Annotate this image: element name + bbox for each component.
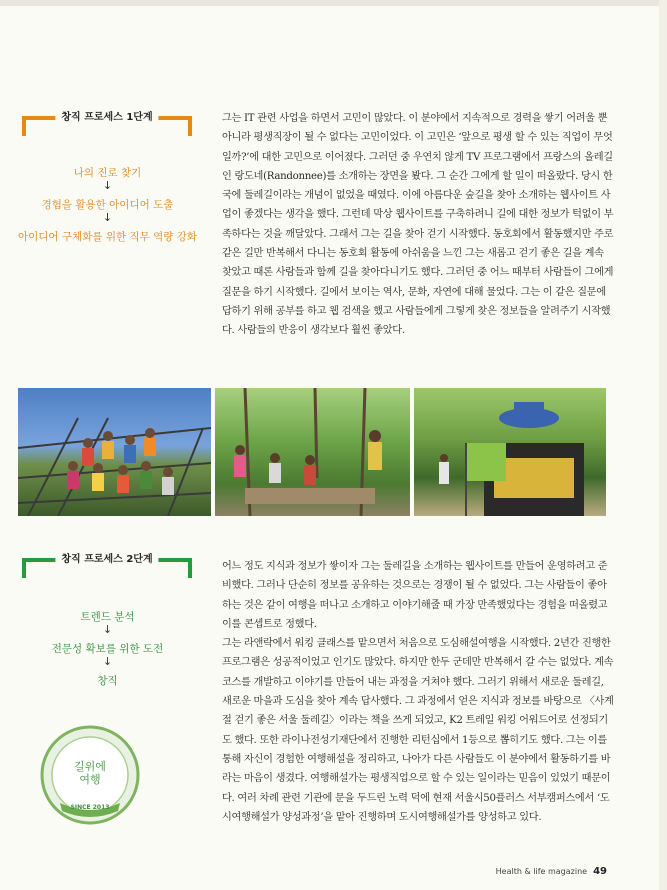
step1-header-tick-right [188, 116, 192, 136]
page-top-edge [0, 0, 667, 6]
page-footer [496, 866, 607, 877]
article-paragraph-1 [222, 109, 614, 341]
paragraph: 그는 라앤락에서 워킹 클래스를 맡으면서 처음으로 도심해설여행을 시작했다. 2년간 진행한 프로그램은 성공적이었고 인기도 많았다. 하지만 한두 군데만 반복해서 갈 수는 없었다. 계속 코스를 개발하고 이야기를 만들어 내는 과정을 거쳐야 했다. 그러기 위해서 새로운 둘레길, 새로운 마을과 도심을 찾아 계속 답사했다. 그 과정에서 얻은 지식과 정보를 바탕으로 〈사계절 걷기 좋은 서울 둘레길〉이라는 책을 쓰게 되었고, K2 트레일 워킹 어워드어로 선정되기도 했다. 또한 라이나전성기재단에서 진행한 리턴십에서 1등으로 뽑히기도 했다. 그는 이를 통해 자신이 경험한 여행해설을 정리하고, 나아가 다른 사람들도 이 분야에서 활동하기를 바라는 마음이 생겼다. 여행해설가는 평생직업으로 할 수 있는 일이라는 믿음이 있었기 때문이다. 여러 차례 관련 기관에 문을 두드린 노력 덕에 현재 서울시50플러스 서부캠퍼스에서 ‘도시여행해설가 양성과정’을 맡아 진행하며 도시여행해설가를 양성하고 있다. [222, 638, 614, 823]
group-photo-stairs [18, 388, 211, 516]
down-arrow-icon: ↓ [102, 655, 113, 668]
step2-header [22, 554, 192, 578]
step1-flow-item: 아이디어 구체화를 위한 직무 역량 강화 [18, 231, 197, 243]
brand-seal-badge [40, 725, 140, 825]
step1-header-tick-left [22, 116, 26, 136]
down-arrow-icon: ↓ [102, 179, 113, 192]
step2-header-tick-right [188, 558, 192, 578]
step1-title: 창직 프로세스 1단계 [55, 108, 158, 123]
forest-group-photo [215, 388, 410, 516]
step1-flow [10, 166, 205, 244]
down-arrow-icon: ↓ [102, 211, 113, 224]
badge-since-text: SINCE 2013 [70, 804, 110, 811]
paragraph: 어느 정도 지식과 정보가 쌓이자 그는 둘레길을 소개하는 웹사이트를 만들어 운영하려고 준비했다. 그러나 단순히 정보를 공유하는 것으로는 경쟁이 될 수 없었다. 그는 사람들이 좋아하는 것은 같이 여행을 떠나고 소개하고 이야기해줄 때 가장 만족했었다는 경험을 떠올렸고 이를 콘셉트로 정했다. [222, 561, 608, 630]
photo-strip [18, 388, 606, 516]
step2-header-tick-left [22, 558, 26, 578]
page-number: 49 [593, 866, 607, 877]
step1-header [22, 112, 192, 136]
step2-flow-item: 전문성 확보를 위한 도전 [51, 643, 164, 655]
down-arrow-icon: ↓ [102, 623, 113, 636]
guide-with-flag-photo [414, 388, 606, 516]
step1-flow-item: 나의 진로 찾기 [73, 167, 142, 179]
step2-flow-item: 트렌드 분석 [80, 611, 135, 623]
magazine-name: Health & life magazine [495, 867, 588, 876]
step2-flow [10, 610, 205, 688]
badge-main-text: 길위에 여행 [74, 760, 106, 786]
article-paragraph-2 [222, 557, 614, 827]
step1-flow-item: 경험을 활용한 아이디어 도출 [41, 199, 174, 211]
step2-flow-item: 창직 [97, 675, 118, 687]
step2-title: 창직 프로세스 2단계 [55, 550, 158, 565]
page-right-edge [659, 0, 667, 890]
paragraph: 그는 IT 관련 사업을 하면서 고민이 많았다. 이 분야에서 지속적으로 경력을 쌓기 어려울 뿐 아니라 평생직장이 될 수 없다는 고민이었다. 이 고민은 ‘앞으로 평생 할 수 있는 직업이 무엇일까?’에 대한 고민으로 이어졌다. 그러던 중 우연치 않게 TV 프로그램에서 프랑스의 올레길인 랑도네(Randonnee)를 소개하는 장면을 봤다. 그 순간 그에게 할 일이 떠올랐다. 당시 한국에 둘레길이라는 개념이 없었을 때였다. 이에 아름다운 숲길을 찾아 소개하는 웹사이트 사업이 좋겠다는 생각을 했다. 그런데 막상 웹사이트를 구축하려니 길에 대한 정보가 턱없이 부족하다는 것을 깨달았다. 그래서 그는 길을 찾아 걷기 시작했다. 동호회에서 활동했지만 주로 같은 길만 반복해서 다니는 동호회 활동에 아쉬움을 느낀 그는 새롭고 걷기 좋은 길을 계속 찾았고 때론 사람들과 함께 길을 찾아다니기도 했다. 그러던 중 어느 때부터 사람들이 그에게 질문을 하기 시작했다. 길에서 보이는 역사, 문화, 자연에 대해 물었다. 그는 이 같은 질문에 답하기 위해 공부를 하고 웹 검색을 했고 사람들에게 그렇게 찾은 정보들을 알려주기 시작했다. 사람들의 반응이 생각보다 훨씬 좋았다. [222, 113, 614, 337]
